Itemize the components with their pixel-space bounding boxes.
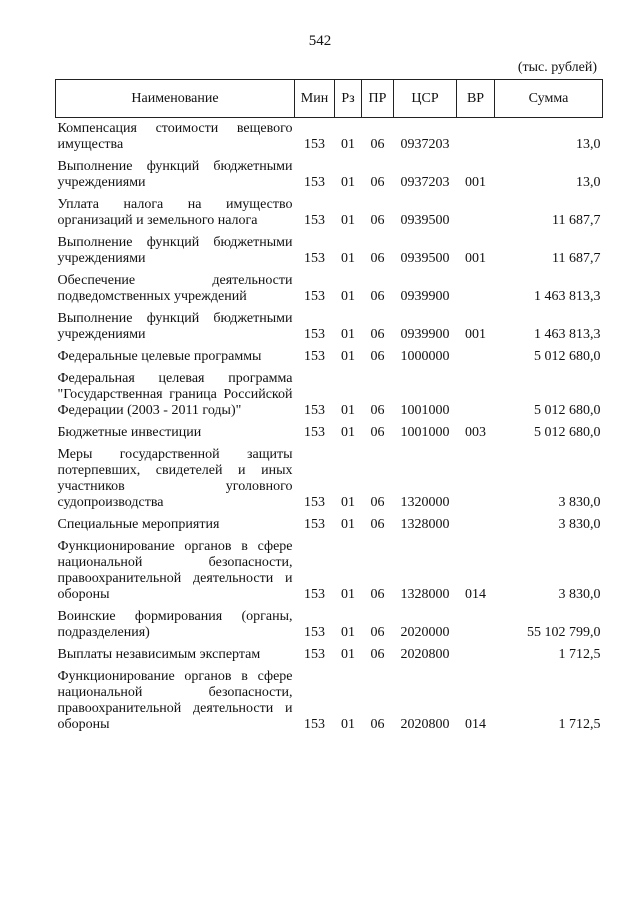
table-row bbox=[56, 156, 603, 194]
cell-sum: 11 687,7 bbox=[552, 251, 601, 266]
cell-csr: 0939500 bbox=[400, 251, 450, 266]
cell-min: 153 bbox=[304, 327, 325, 342]
table-header-row bbox=[56, 80, 603, 118]
cell-min: 153 bbox=[304, 403, 325, 418]
cell-name: Компенсация стоимости вещевого имущества bbox=[57, 121, 293, 152]
cell-csr: 0939900 bbox=[400, 327, 450, 342]
cell-name: Федеральные целевые программы bbox=[57, 349, 262, 364]
cell-name: Обеспечение деятельности подведомственных учреждений bbox=[57, 273, 293, 304]
table-row bbox=[56, 308, 603, 346]
cell-vr bbox=[457, 514, 495, 536]
cell-csr: 1001000 bbox=[400, 425, 450, 440]
cell-pr: 06 bbox=[370, 587, 385, 602]
table-row bbox=[56, 118, 603, 157]
cell-rz: 01 bbox=[341, 647, 355, 662]
cell-sum: 1 463 813,3 bbox=[534, 289, 601, 304]
cell-sum: 5 012 680,0 bbox=[534, 425, 601, 440]
cell-vr bbox=[457, 606, 495, 644]
cell-vr: 014 bbox=[465, 717, 486, 732]
units-label: (тыс. рублей) bbox=[517, 60, 597, 75]
cell-csr: 0937203 bbox=[400, 175, 450, 190]
cell-rz: 01 bbox=[341, 289, 355, 304]
col-header-name: Наименование bbox=[56, 80, 295, 118]
cell-csr: 1000000 bbox=[400, 349, 450, 364]
cell-name: Функционирование органов в сфере национальной безопасности, правоохранительной деятельности и обороны bbox=[57, 669, 293, 732]
cell-min: 153 bbox=[304, 517, 325, 532]
cell-rz: 01 bbox=[341, 213, 355, 228]
cell-pr: 06 bbox=[370, 425, 385, 440]
cell-sum: 1 712,5 bbox=[558, 717, 601, 732]
cell-rz: 01 bbox=[341, 137, 355, 152]
col-header-pr: ПР bbox=[362, 80, 394, 118]
cell-name: Выплаты независимым экспертам bbox=[57, 647, 261, 662]
table-body bbox=[56, 118, 603, 737]
col-header-vr: ВР bbox=[457, 80, 495, 118]
cell-min: 153 bbox=[304, 349, 325, 364]
cell-vr: 001 bbox=[465, 327, 486, 342]
cell-rz: 01 bbox=[341, 403, 355, 418]
table-row bbox=[56, 232, 603, 270]
cell-min: 153 bbox=[304, 717, 325, 732]
cell-sum: 13,0 bbox=[576, 175, 601, 190]
cell-vr bbox=[457, 194, 495, 232]
cell-pr: 06 bbox=[370, 251, 385, 266]
cell-pr: 06 bbox=[370, 327, 385, 342]
cell-csr: 0939900 bbox=[400, 289, 450, 304]
cell-sum: 5 012 680,0 bbox=[534, 349, 601, 364]
table-row bbox=[56, 666, 603, 736]
cell-name: Бюджетные инвестиции bbox=[57, 425, 202, 440]
cell-rz: 01 bbox=[341, 425, 355, 440]
table-row bbox=[56, 514, 603, 536]
cell-min: 153 bbox=[304, 137, 325, 152]
cell-sum: 3 830,0 bbox=[558, 587, 601, 602]
cell-name: Выполнение функций бюджетными учреждениями bbox=[57, 311, 293, 342]
cell-name: Воинские формирования (органы, подразделения) bbox=[57, 609, 293, 640]
col-header-sum: Сумма bbox=[495, 80, 603, 118]
cell-sum: 55 102 799,0 bbox=[527, 625, 601, 640]
cell-rz: 01 bbox=[341, 251, 355, 266]
cell-rz: 01 bbox=[341, 175, 355, 190]
cell-rz: 01 bbox=[341, 625, 355, 640]
cell-vr: 001 bbox=[465, 175, 486, 190]
cell-min: 153 bbox=[304, 625, 325, 640]
cell-sum: 1 463 813,3 bbox=[534, 327, 601, 342]
table-row bbox=[56, 346, 603, 368]
cell-sum: 11 687,7 bbox=[552, 213, 601, 228]
cell-pr: 06 bbox=[370, 289, 385, 304]
cell-min: 153 bbox=[304, 647, 325, 662]
cell-min: 153 bbox=[304, 175, 325, 190]
cell-vr: 014 bbox=[465, 587, 486, 602]
cell-min: 153 bbox=[304, 425, 325, 440]
table-row bbox=[56, 270, 603, 308]
cell-vr bbox=[457, 368, 495, 422]
cell-min: 153 bbox=[304, 289, 325, 304]
page-number: 542 bbox=[308, 33, 332, 49]
cell-csr: 2020000 bbox=[400, 625, 450, 640]
cell-csr: 0937203 bbox=[400, 137, 450, 152]
cell-name: Функционирование органов в сфере национальной безопасности, правоохранительной деятельности и обороны bbox=[57, 539, 293, 602]
cell-csr: 1320000 bbox=[400, 495, 450, 510]
cell-csr: 1328000 bbox=[400, 517, 450, 532]
cell-sum: 3 830,0 bbox=[558, 517, 601, 532]
cell-vr bbox=[457, 118, 495, 157]
cell-csr: 2020800 bbox=[400, 647, 450, 662]
cell-vr: 003 bbox=[465, 425, 486, 440]
cell-pr: 06 bbox=[370, 717, 385, 732]
cell-pr: 06 bbox=[370, 349, 385, 364]
col-header-rz: Рз bbox=[335, 80, 362, 118]
cell-min: 153 bbox=[304, 213, 325, 228]
cell-sum: 5 012 680,0 bbox=[534, 403, 601, 418]
cell-rz: 01 bbox=[341, 327, 355, 342]
cell-vr bbox=[457, 270, 495, 308]
cell-name: Выполнение функций бюджетными учреждениями bbox=[57, 235, 293, 266]
cell-vr bbox=[457, 644, 495, 666]
cell-name: Федеральная целевая программа "Государственная граница Российской Федерации (2003 - 2011 годы)" bbox=[57, 371, 293, 418]
cell-csr: 1001000 bbox=[400, 403, 450, 418]
table-row bbox=[56, 422, 603, 444]
cell-min: 153 bbox=[304, 251, 325, 266]
cell-sum: 1 712,5 bbox=[558, 647, 601, 662]
table-row bbox=[56, 644, 603, 666]
cell-pr: 06 bbox=[370, 213, 385, 228]
col-header-min: Мин bbox=[295, 80, 335, 118]
cell-name: Уплата налога на имущество организаций и земельного налога bbox=[57, 197, 293, 228]
cell-min: 153 bbox=[304, 495, 325, 510]
table-row bbox=[56, 536, 603, 606]
cell-csr: 0939500 bbox=[400, 213, 450, 228]
cell-pr: 06 bbox=[370, 517, 385, 532]
cell-sum: 13,0 bbox=[576, 137, 601, 152]
cell-pr: 06 bbox=[370, 137, 385, 152]
cell-rz: 01 bbox=[341, 495, 355, 510]
table-row bbox=[56, 444, 603, 514]
budget-table bbox=[55, 79, 603, 736]
cell-vr bbox=[457, 444, 495, 514]
table-row bbox=[56, 194, 603, 232]
cell-vr bbox=[457, 346, 495, 368]
cell-rz: 01 bbox=[341, 587, 355, 602]
cell-min: 153 bbox=[304, 587, 325, 602]
table-row bbox=[56, 606, 603, 644]
cell-csr: 2020800 bbox=[400, 717, 450, 732]
cell-rz: 01 bbox=[341, 717, 355, 732]
col-header-csr: ЦСР bbox=[394, 80, 457, 118]
cell-sum: 3 830,0 bbox=[558, 495, 601, 510]
cell-pr: 06 bbox=[370, 175, 385, 190]
cell-pr: 06 bbox=[370, 625, 385, 640]
table-row bbox=[56, 368, 603, 422]
cell-vr: 001 bbox=[465, 251, 486, 266]
cell-pr: 06 bbox=[370, 403, 385, 418]
cell-name: Специальные мероприятия bbox=[57, 517, 220, 532]
cell-name: Меры государственной защиты потерпевших, свидетелей и иных участников уголовного судопроизводства bbox=[57, 447, 293, 510]
cell-pr: 06 bbox=[370, 495, 385, 510]
cell-rz: 01 bbox=[341, 349, 355, 364]
cell-pr: 06 bbox=[370, 647, 385, 662]
cell-csr: 1328000 bbox=[400, 587, 450, 602]
cell-name: Выполнение функций бюджетными учреждениями bbox=[57, 159, 293, 190]
cell-rz: 01 bbox=[341, 517, 355, 532]
